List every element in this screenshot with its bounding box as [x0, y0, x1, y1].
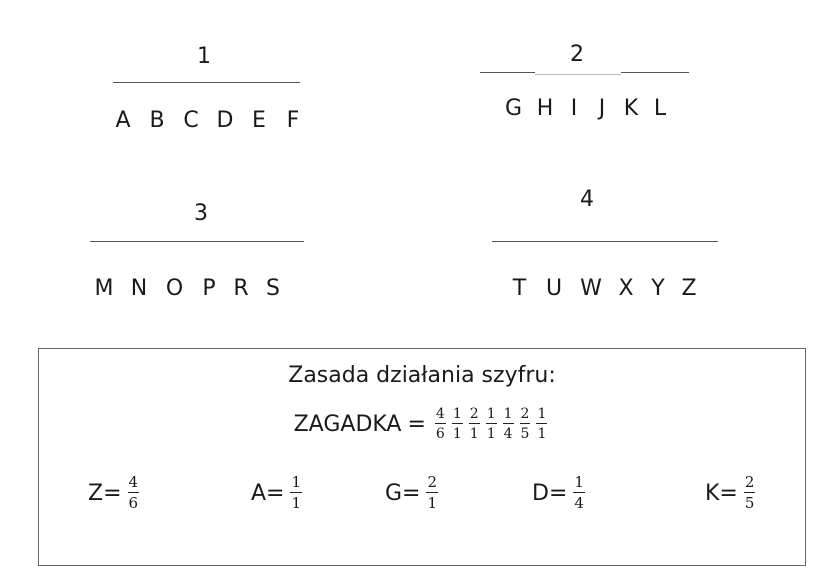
- group-line-right: [621, 72, 689, 73]
- fraction: [290, 475, 302, 511]
- fraction-numerator: 2: [744, 473, 755, 491]
- fraction-numerator: 2: [427, 473, 438, 491]
- fraction-numerator: 1: [574, 473, 584, 491]
- letter: T: [512, 276, 527, 301]
- letter: P: [202, 276, 216, 301]
- fraction: [744, 475, 756, 511]
- example-label: D=: [532, 480, 568, 506]
- fraction-denominator: 5: [744, 494, 755, 512]
- fraction-numerator: 1: [291, 473, 302, 491]
- letter: Y: [651, 276, 665, 301]
- letter: G: [504, 96, 523, 121]
- group-number: 1: [197, 44, 211, 69]
- letter: C: [183, 108, 199, 133]
- group-number: 3: [194, 201, 208, 226]
- example-label: G=: [385, 480, 421, 506]
- group-line-left: [480, 72, 535, 73]
- rule-title: Zasada działania szyfru:: [288, 363, 556, 388]
- encoded-word-equation: [39, 407, 805, 441]
- fraction-denominator: 1: [427, 494, 438, 512]
- group-letters: [106, 108, 310, 133]
- group-line: [492, 241, 718, 242]
- letter: I: [570, 96, 578, 121]
- group-letters: [86, 276, 289, 301]
- fraction: [452, 407, 463, 441]
- letter: K: [623, 96, 639, 121]
- fraction-denominator: 6: [128, 494, 139, 512]
- example-d: [532, 475, 588, 511]
- fraction: [536, 407, 547, 441]
- letter: N: [130, 276, 148, 301]
- example-g: [385, 475, 441, 511]
- fraction-denominator: 1: [537, 426, 547, 442]
- encoded-word: ZAGADKA: [293, 411, 402, 437]
- letter: B: [149, 108, 165, 133]
- fraction: [520, 407, 531, 441]
- letter: E: [252, 108, 266, 133]
- example-z: [88, 475, 142, 511]
- fraction: [426, 475, 438, 511]
- group-letters: [497, 96, 674, 121]
- fraction-numerator: 1: [503, 406, 513, 422]
- fraction-denominator: 4: [574, 494, 584, 512]
- letter: W: [580, 276, 602, 301]
- fraction-denominator: 1: [469, 426, 479, 442]
- example-k: [705, 475, 758, 511]
- example-label: K=: [705, 480, 738, 506]
- fraction: [128, 475, 140, 511]
- fraction-denominator: 1: [452, 426, 462, 442]
- letter: U: [545, 276, 563, 301]
- group-number: 2: [570, 42, 584, 67]
- letter: S: [266, 276, 280, 301]
- fraction-denominator: 1: [486, 426, 496, 442]
- letter: Z: [681, 276, 697, 301]
- fraction: [435, 407, 446, 441]
- letter: H: [536, 96, 554, 121]
- fraction-numerator: 1: [452, 406, 462, 422]
- equals-sign: =: [407, 411, 426, 437]
- example-label: Z=: [88, 480, 122, 506]
- letter: D: [216, 108, 234, 133]
- fraction-denominator: 5: [520, 426, 530, 442]
- letter: O: [165, 276, 184, 301]
- fraction: [503, 407, 514, 441]
- fraction: [486, 407, 497, 441]
- letter: X: [618, 276, 634, 301]
- fraction-denominator: 6: [435, 426, 445, 442]
- letter: M: [94, 276, 114, 301]
- group-line: [90, 241, 304, 242]
- group-letters: [503, 276, 704, 301]
- letter: L: [653, 96, 667, 121]
- fraction-numerator: 2: [520, 406, 530, 422]
- example-label: A=: [251, 480, 285, 506]
- fraction-denominator: 4: [503, 426, 513, 442]
- fraction-numerator: 4: [435, 406, 445, 422]
- cipher-rule-box: [38, 348, 806, 566]
- group-number: 4: [580, 187, 594, 212]
- letter: A: [115, 108, 131, 133]
- fraction-numerator: 2: [469, 406, 479, 422]
- group-line: [113, 82, 300, 83]
- fraction-denominator: 1: [291, 494, 302, 512]
- fraction-numerator: 4: [128, 473, 139, 491]
- fraction: [469, 407, 480, 441]
- fraction-numerator: 1: [486, 406, 496, 422]
- group-line-middle: [535, 74, 621, 75]
- fraction-numerator: 1: [537, 406, 547, 422]
- letter: J: [598, 96, 606, 121]
- example-a: [251, 475, 305, 511]
- letter: F: [286, 108, 300, 133]
- letter: R: [233, 276, 249, 301]
- fraction: [573, 475, 585, 511]
